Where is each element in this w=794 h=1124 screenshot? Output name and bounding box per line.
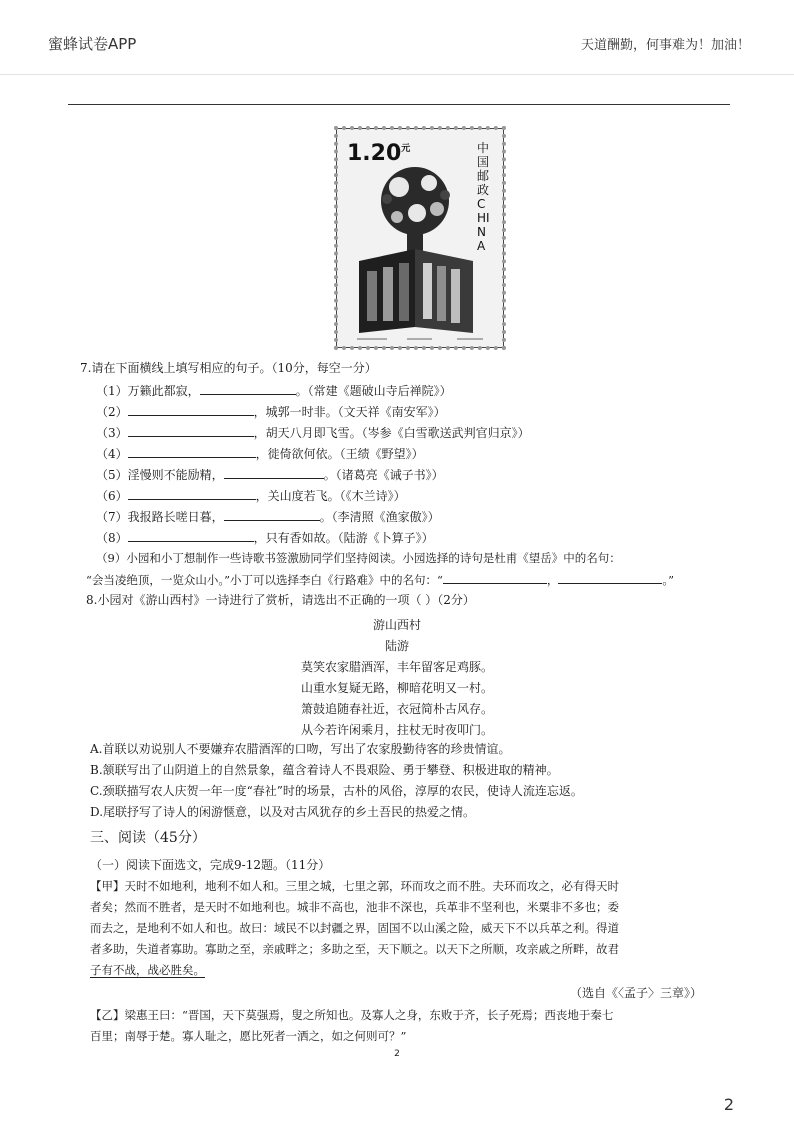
passage-jia-line: 【甲】天时不如地利，地利不如人和。三里之城，七里之郭，环而攻之而不胜。夫环而攻之，必有得天时 [90,879,619,893]
q7-item-7-pre: （7）我报路长嗟日暮， [96,510,224,524]
q8-option-c: C.颈联描写农人庆贺一年一度“春社”时的场景，古朴的风俗，淳厚的农民，使诗人流连忘返。 [90,784,583,798]
q7-item-4-pre: （4） [96,447,128,461]
section-3-heading: 三、阅读（45分） [90,830,206,846]
passage-jia-line: 者矣；然而不胜者，是天时不如地利也。城非不高也，池非不深也，兵革非不坚利也，米粟非不多也；委 [90,900,619,914]
passage-jia-line: 而去之，是地利不如人和也。故曰：域民不以封疆之界，固国不以山溪之险，威天下不以兵革之利。得道 [90,921,619,935]
q7-item-9-line1: （9）小园和小丁想制作一些诗歌书签激励同学们坚持阅读。小园选择的诗句是杜甫《望岳》中的名句： [96,551,621,565]
q7-item-9-pre: “会当凌绝顶，一览众山小。”小丁可以选择李白《行路难》中的名句：“ [86,573,443,587]
stamp-value-unit: 元 [401,144,411,154]
poem-line: 莫笑农家腊酒浑，丰年留客足鸡豚。 [300,660,493,674]
answer-blank[interactable] [128,487,256,500]
q8-stem: 8.小园对《游山西村》一诗进行了赏析，请选出不正确的一项（ ）（2分） [86,593,475,607]
q7-item-1 [96,382,452,399]
app-name: 蜜蜂试卷APP [48,35,137,53]
q7-item-9-post: 。” [662,573,675,587]
answer-blank[interactable] [128,424,254,437]
q7-item-3-post: ，胡天八月即飞雪。（岑参《白雪歌送武判官归京》） [253,426,530,440]
page-number: 2 [723,1095,734,1114]
q8-option-b: B.颔联写出了山阴道上的自然景象，蕴含着诗人不畏艰险、勇于攀登、积极进取的精神。 [90,763,559,777]
q8-option-d: D.尾联抒写了诗人的闲游惬意，以及对古风犹存的乡土吾民的热爱之情。 [90,805,476,819]
section-3-sub: （一）阅读下面选文，完成9-12题。（11分） [90,858,331,872]
answer-blank[interactable] [224,466,324,479]
passage-jia-last-line [90,962,205,978]
q7-item-6-pre: （6） [96,489,128,503]
app-header [0,0,794,75]
passage-yi-line: 百里；南辱于楚。寡人耻之，愿比死者一洒之，如之何则可？” [90,1029,407,1043]
q7-item-2-post: ，城郭一时非。（文天祥《南安军》） [253,405,446,419]
q7-item-2-pre: （2） [96,405,128,419]
q7-item-3-pre: （3） [96,426,128,440]
answer-blank[interactable] [128,445,256,458]
q7-item-2 [96,403,446,420]
q7-item-1-post: 。（常建《题破山寺后禅院》） [295,384,452,398]
answer-blank[interactable] [558,571,662,584]
passage-jia-line: 者多助，失道者寡助。寡助之至，亲戚畔之；多助之至，天下顺之。以天下之所顺，攻亲戚之所畔，故君 [90,942,619,956]
q7-item-5-post: 。（诸葛亮《诫子书》） [323,468,444,482]
answer-blank[interactable] [443,571,547,584]
top-rule [68,104,730,105]
poem-line: 从今若许闲乘月，拄杖无时夜叩门。 [300,723,493,737]
q7-item-6 [96,487,406,504]
q7-item-3 [96,424,530,441]
q7-item-8 [96,529,434,546]
passage-jia-source: （选自《〈孟子〉三章》） [570,986,703,1000]
q7-item-7 [96,508,440,525]
answer-blank[interactable] [128,529,254,542]
poem-author: 陆游 [384,639,409,653]
poem-title: 游山西村 [372,618,421,632]
stamp-issuer: 中国邮政 CHINA [477,141,490,253]
stamp-value-number: 1.20 [347,141,402,166]
q7-item-5 [96,466,444,483]
answer-blank[interactable] [200,382,296,395]
q7-item-9-line2 [86,571,674,588]
stamp-image [336,128,504,348]
q7-stem: 7.请在下面横线上填写相应的句子。（10分，每空一分） [80,361,377,375]
poem-line: 箫鼓追随春社近，衣冠简朴古风存。 [300,702,493,716]
q7-item-8-pre: （8） [96,531,128,545]
q7-item-6-post: ，关山度若飞。（《木兰诗》） [255,489,406,503]
q7-item-4-post: ，徙倚欲何依。（王绩《野望》） [255,447,424,461]
q7-item-7-post: 。（李清照《渔家傲》） [319,510,440,524]
stamp-value [347,141,410,166]
app-slogan: 天道酬勤，何事难为！加油！ [580,38,750,53]
q7-item-5-pre: （5）淫慢则不能励精， [96,468,224,482]
q8-option-a: A.首联以劝说别人不要嫌弃农腊酒浑的口吻，写出了农家殷勤待客的珍贵情谊。 [90,742,511,756]
passage-yi-line: 【乙】梁惠王曰：“晋国，天下莫强焉，叟之所知也。及寡人之身，东败于齐，长子死焉；西丧地于秦七 [90,1008,614,1022]
q7-item-4 [96,445,424,462]
q7-item-9-mid: ， [546,573,559,587]
answer-blank[interactable] [224,508,320,521]
inner-page-number: 2 [394,1049,400,1059]
poem-line: 山重水复疑无路，柳暗花明又一村。 [300,681,493,695]
answer-blank[interactable] [128,403,254,416]
underlined-sentence: 子有不战，战必胜矣。 [90,963,205,977]
q7-item-8-post: ，只有香如故。（陆游《卜算子》） [253,531,434,545]
q7-item-1-pre: （1）万籁此都寂， [96,384,200,398]
